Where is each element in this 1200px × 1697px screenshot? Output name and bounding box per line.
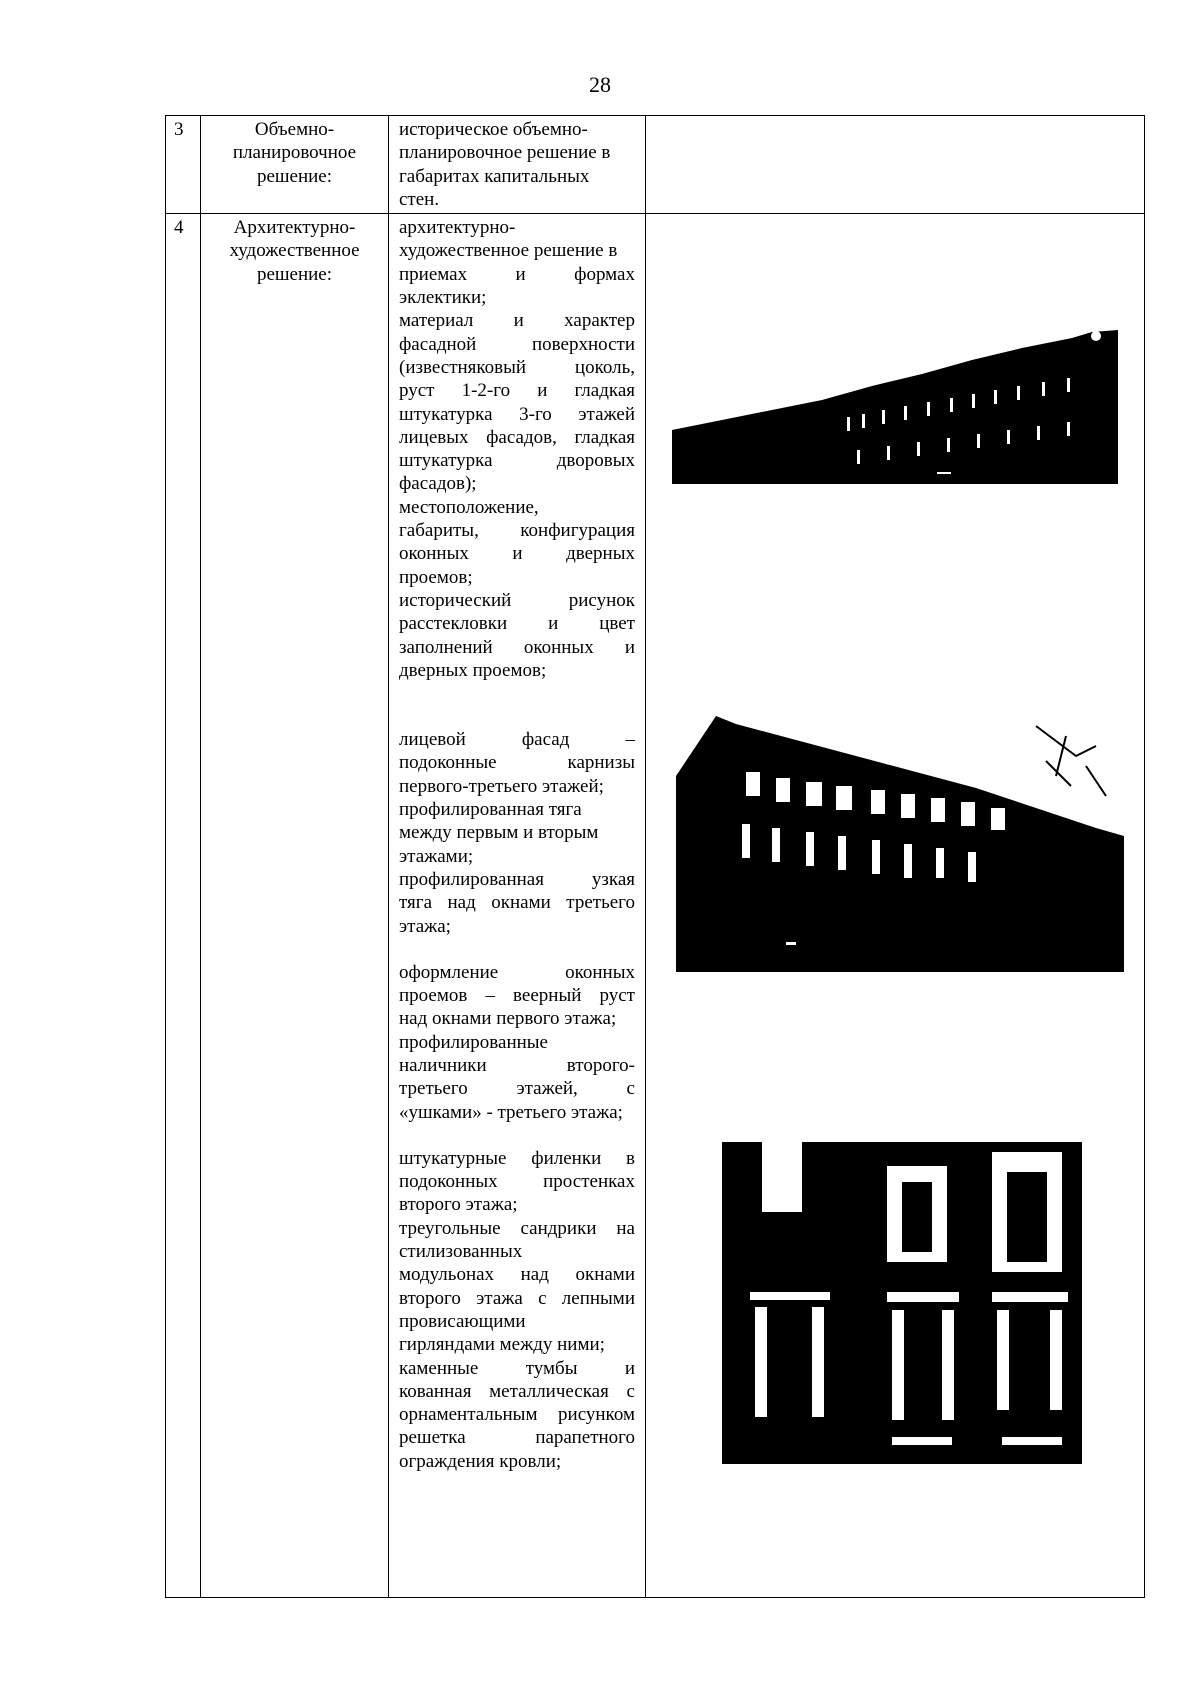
description-line: кованная металлическая с [399, 1380, 635, 1402]
photo-cell-empty [646, 116, 1145, 214]
building-roofline-photo [672, 322, 1118, 484]
description-line: стилизованных [399, 1241, 523, 1263]
description-line: ограждения кровли; [399, 1450, 562, 1472]
description-line: второго этажа с лепными [399, 1287, 635, 1309]
description-line: проемов; [399, 566, 473, 588]
description-line: подоконные карнизы [399, 752, 635, 774]
name-line: Архитектурно- [233, 217, 356, 239]
description-line: материал и характер [399, 310, 635, 332]
description-line: тяга над окнами третьего [399, 892, 635, 914]
table-row-3 [166, 116, 1145, 214]
description-line: каменные тумбы и [399, 1357, 635, 1379]
description-line: орнаментальным рисунком [399, 1404, 635, 1426]
description-line: этажа; [399, 915, 451, 937]
description-line: профилированные [399, 1031, 548, 1053]
photo-cell [646, 214, 1145, 1598]
description-line: историческое объемно- [399, 119, 588, 140]
description-line: этажами; [399, 845, 474, 867]
windows-detail-photo [722, 1142, 1082, 1464]
element-name [201, 116, 389, 214]
description-line: штукатурка дворовых [399, 450, 635, 472]
description-line: первого-третьего этажей; [399, 775, 604, 797]
name-line: Объемно- [254, 119, 335, 140]
description-line: (известняковый цоколь, [399, 356, 635, 378]
element-name [201, 214, 389, 1598]
description-line: местоположение, [399, 496, 539, 518]
description-line: третьего этажей, с [399, 1078, 635, 1100]
description-line: габаритах капитальных [399, 165, 590, 187]
description-line: модульонах над окнами [399, 1264, 635, 1286]
element-description [389, 116, 646, 214]
description-line: стен. [399, 188, 440, 210]
description-line: руст 1-2-го и гладкая [399, 380, 635, 402]
description-line: расстекловки и цвет [399, 613, 635, 635]
description-group-facade [399, 728, 635, 938]
description-line: исторический рисунок [399, 589, 635, 611]
description-line: фасадов); [399, 473, 477, 495]
description-line: архитектурно- [399, 217, 516, 239]
description-line: лицевой фасад – [399, 729, 635, 751]
description-line: треугольные сандрики на [399, 1217, 635, 1239]
description-line: фасадной поверхности [399, 333, 635, 355]
description-line: решетка парапетного [399, 1427, 635, 1449]
description-line: «ушками» - третьего этажа; [399, 1101, 623, 1123]
description-group-general [399, 216, 635, 682]
description-line: провисающими [399, 1310, 526, 1332]
description-line: проемов – веерный руст [399, 985, 635, 1007]
description-line: оконных и дверных [399, 543, 635, 565]
description-line: эклектики; [399, 287, 487, 309]
description-line: между первым и вторым [399, 822, 599, 844]
description-line: планировочное решение в [399, 142, 611, 164]
page-number: 28 [589, 72, 611, 97]
description-line: над окнами первого этажа; [399, 1008, 617, 1030]
description-line: габариты, конфигурация [399, 520, 635, 542]
description-line: штукатурка 3-го этажей [399, 403, 635, 425]
description-group-windows [399, 961, 635, 1124]
description-line: штукатурные филенки в [399, 1147, 635, 1169]
description-line: оформление оконных [399, 961, 635, 983]
description-line: гирляндами между ними; [399, 1334, 605, 1356]
description-line: лицевых фасадов, гладкая [399, 426, 635, 448]
description-group-decor [399, 1147, 635, 1473]
row-number: 3 [166, 116, 201, 214]
name-line: решение: [256, 263, 333, 285]
description-line: заполнений оконных и [399, 636, 635, 658]
description-line: второго этажа; [399, 1194, 518, 1216]
name-line: художественное [229, 240, 360, 262]
row-number: 4 [166, 214, 201, 1598]
building-corner-photo [676, 716, 1124, 972]
description-line: профилированная тяга [399, 799, 582, 821]
description-line: приемах и формах [399, 263, 635, 285]
description-line: подоконных простенках [399, 1171, 635, 1193]
name-line: решение: [256, 165, 333, 187]
name-line: планировочное [232, 142, 357, 164]
description-line: дверных проемов; [399, 659, 547, 681]
description-line: профилированная узкая [399, 868, 635, 890]
description-line: художественное решение в [399, 240, 618, 262]
element-description [389, 214, 646, 1598]
description-line: наличники второго- [399, 1054, 635, 1076]
table-row-4 [166, 214, 1145, 1598]
protection-subject-table [165, 115, 1145, 1598]
